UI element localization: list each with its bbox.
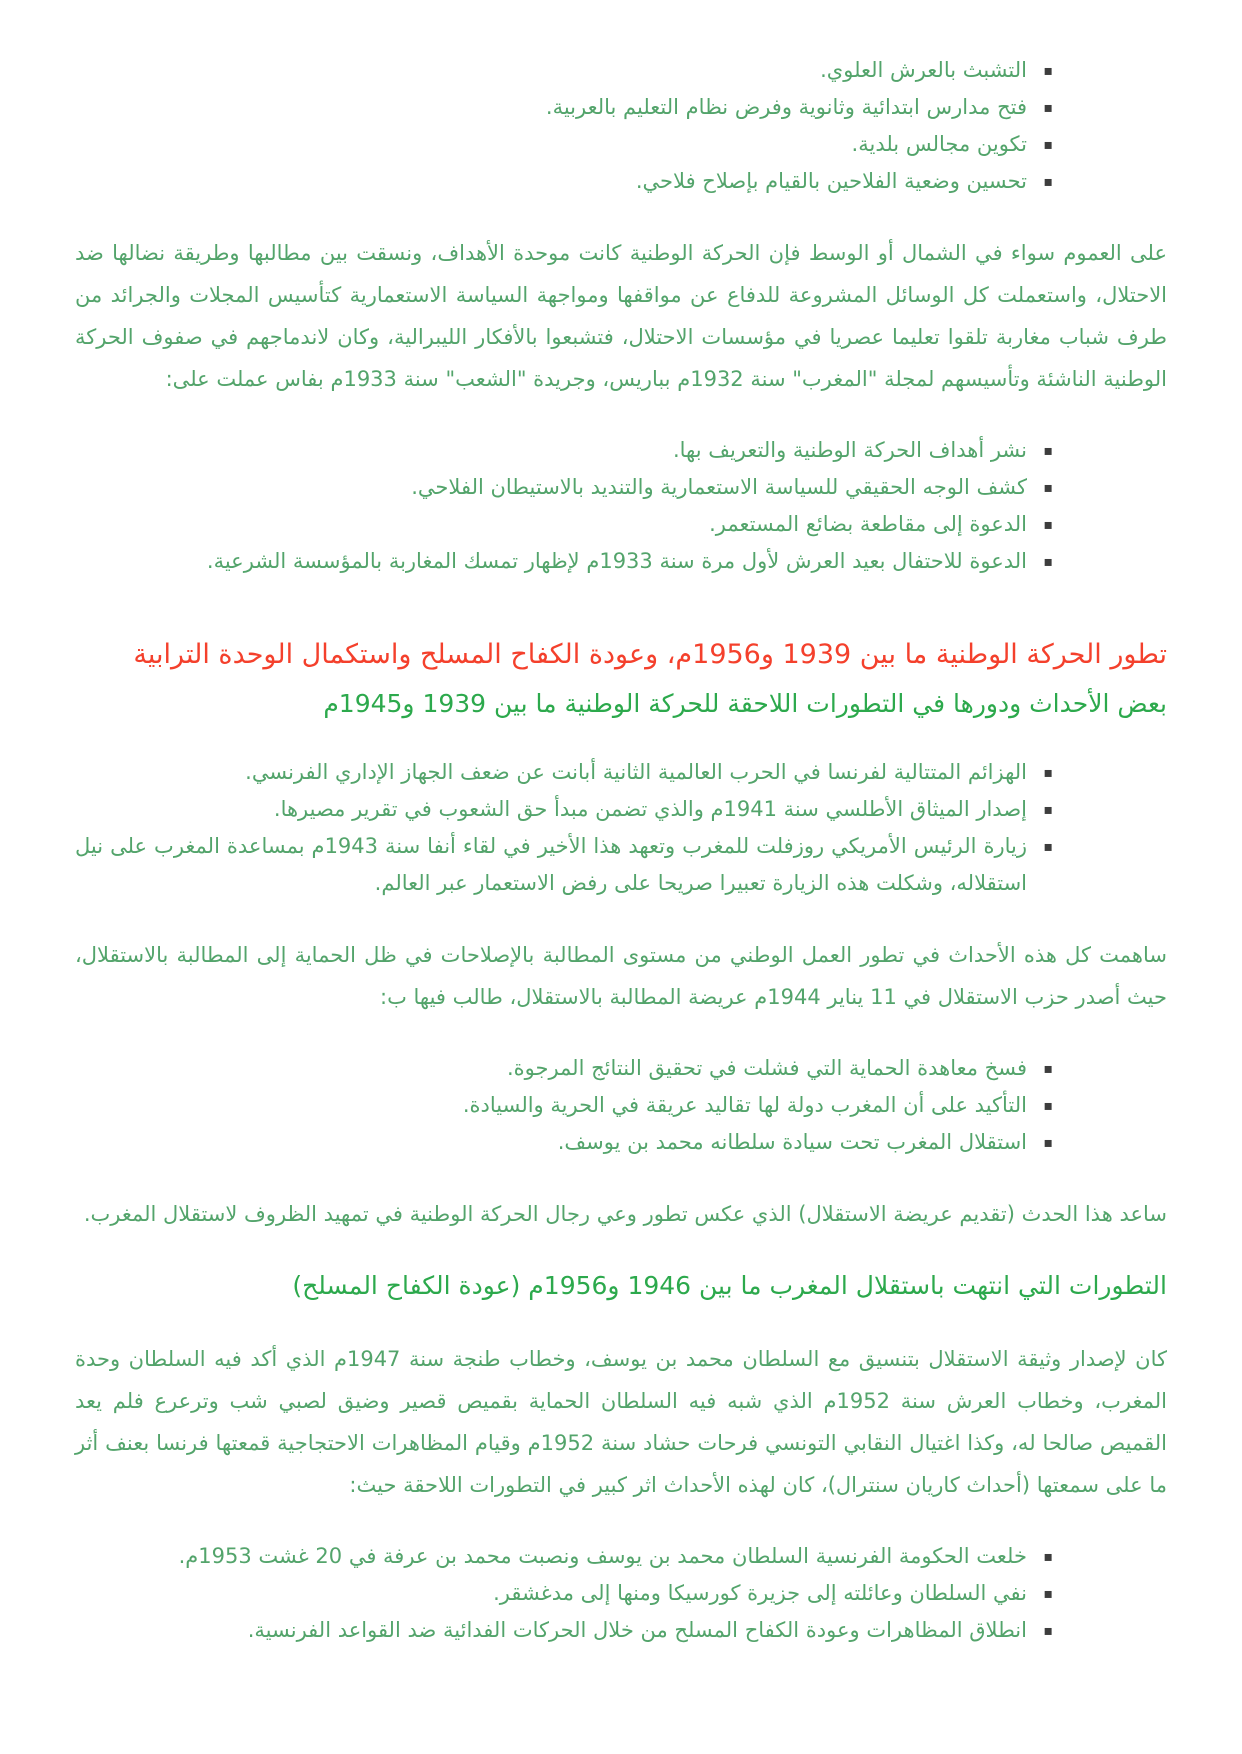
list-item <box>75 1612 1053 1649</box>
bullet-list-events <box>75 754 1167 902</box>
bullet-list-consequences <box>75 1538 1167 1649</box>
list-item-text: الهزائم المتتالية لفرنسا في الحرب العالمية الثانية أبانت عن ضعف الجهاز الإداري الفرنسي. <box>245 760 1027 785</box>
bullet-square-icon: ▪ <box>1043 63 1053 79</box>
bullet-square-icon: ▪ <box>1043 1061 1053 1078</box>
bullet-square-icon: ▪ <box>1043 839 1053 856</box>
bullet-square-icon: ▪ <box>1043 1622 1053 1639</box>
list-item <box>75 1575 1053 1612</box>
section-heading-red: تطور الحركة الوطنية ما بين 1939 و1956م، وعودة الكفاح المسلح واستكمال الوحدة الترابية <box>133 638 1167 670</box>
list-item <box>75 432 1053 469</box>
list-item-text: نفي السلطان وعائلته إلى جزيرة كورسيكا ومنها إلى مدغشقر. <box>493 1580 1027 1605</box>
list-item <box>75 52 1053 89</box>
list-item-text: تحسين وضعية الفلاحين بالقيام بإصلاح فلاحي. <box>635 168 1027 193</box>
list-item-text: التشبث بالعرش العلوي. <box>820 58 1027 82</box>
list-item-text: انطلاق المظاهرات وعودة الكفاح المسلح من خلال الحركات الفدائية ضد القواعد الفرنسية. <box>247 1617 1027 1642</box>
list-item-text: استقلال المغرب تحت سيادة سلطانه محمد بن يوسف. <box>557 1129 1027 1154</box>
list-item-text: الدعوة للاحتفال بعيد العرش لأول مرة سنة 1933م لإظهار تمسك المغاربة بالمؤسسة الشرعية. <box>206 548 1027 573</box>
list-item <box>75 126 1053 163</box>
list-item <box>75 1087 1053 1124</box>
list-item <box>75 754 1053 791</box>
bullet-list-press-goals <box>75 432 1167 580</box>
list-item <box>75 543 1053 580</box>
bullet-square-icon: ▪ <box>1043 1585 1053 1602</box>
bullet-list-reforms <box>75 52 1167 200</box>
list-item <box>75 1124 1053 1161</box>
bullet-square-icon: ▪ <box>1043 99 1053 116</box>
list-item <box>75 469 1053 506</box>
list-item <box>75 163 1053 200</box>
paragraph-independence-petition: ساهمت كل هذه الأحداث في تطور العمل الوطني من مستوى المطالبة بالإصلاحات في ظل الحماية إلى المطالبة بالاستقلال، حيث أصدر حزب الاستقلال في 11 يناير 1944م عريضة المطالبة بالاستقلال، طالب فيها ب: <box>75 943 1167 1010</box>
list-item <box>75 506 1053 543</box>
bullet-square-icon: ▪ <box>1043 1134 1053 1151</box>
bullet-square-icon: ▪ <box>1043 802 1053 819</box>
list-item <box>75 1050 1053 1087</box>
bullet-square-icon: ▪ <box>1043 1548 1053 1565</box>
list-item <box>75 1538 1053 1575</box>
paragraph-event-impact: ساعد هذا الحدث (تقديم عريضة الاستقلال) الذي عكس تطور وعي رجال الحركة الوطنية في تمهيد الظروف لاستقلال المغرب. <box>83 1201 1167 1226</box>
bullet-square-icon: ▪ <box>1043 553 1053 570</box>
bullet-list-petition-demands <box>75 1050 1167 1161</box>
list-item-text: تكوين مجالس بلدية. <box>851 131 1027 156</box>
subsection-heading-independence-1946-1956: التطورات التي انتهت باستقلال المغرب ما بين 1946 و1956م (عودة الكفاح المسلح) <box>292 1270 1167 1300</box>
paragraph-national-movement: على العموم سواء في الشمال أو الوسط فإن الحركة الوطنية كانت موحدة الأهداف، ونسقت بين مطالبها وطريقة نضالها ضد الاحتلال، واستعملت كل الوسائل المشروعة للدفاع عن مواقفها ومواجهة السياسة الاستعمارية كتأسيس المجلات والجرائد من طرف شباب مغاربة تلقوا تعليما عصريا في مؤسسات الاحتلال، فتشبعوا بالأفكار الليبرالية، وكان لاندماجهم في صفوف الحركة الوطنية الناشئة وتأسيسهم لمجلة "المغرب" سنة 1932م بباريس، وجريدة "الشعب" سنة 1933م بفاس عملت على: <box>75 240 1167 391</box>
list-item-text: التأكيد على أن المغرب دولة لها تقاليد عريقة في الحرية والسيادة. <box>462 1092 1027 1117</box>
list-item-text: الدعوة إلى مقاطعة بضائع المستعمر. <box>709 511 1027 536</box>
list-item-text: إصدار الميثاق الأطلسي سنة 1941م والذي تضمن مبدأ حق الشعوب في تقرير مصيرها. <box>273 797 1027 822</box>
list-item-text: زيارة الرئيس الأمريكي روزفلت للمغرب وتعهد هذا الأخير في لقاء أنفا سنة 1943م بمساعدة المغرب على نيل استقلاله، وشكلت هذه الزيارة تعبيرا صريحا على رفض الاستعمار عبر العالم. <box>75 834 1027 896</box>
list-item <box>75 828 1053 902</box>
subsection-heading-events-1939-1945: بعض الأحداث ودورها في التطورات اللاحقة للحركة الوطنية ما بين 1939 و1945م <box>323 689 1167 719</box>
bullet-square-icon: ▪ <box>1043 173 1053 190</box>
list-item-text: فتح مدارس ابتدائية وثانوية وفرض نظام التعليم بالعربية. <box>545 94 1027 119</box>
list-item <box>75 89 1053 126</box>
bullet-square-icon: ▪ <box>1043 765 1053 782</box>
bullet-square-icon: ▪ <box>1043 479 1053 496</box>
bullet-square-icon: ▪ <box>1043 442 1053 459</box>
list-item-text: فسخ معاهدة الحماية التي فشلت في تحقيق النتائج المرجوة. <box>506 1056 1027 1081</box>
paragraph-developments: كان لإصدار وثيقة الاستقلال بتنسيق مع السلطان محمد بن يوسف، وخطاب طنجة سنة 1947م الذي أكد فيه السلطان وحدة المغرب، وخطاب العرش سنة 1952م الذي شبه فيه السلطان الحماية بقميص قصير وضيق لصبي شب وترعرع فلم يعد القميص صالحا له، وكذا اغتيال النقابي التونسي فرحات حشاد سنة 1952م وقيام المظاهرات الاحتجاجية قمعتها فرنسا بعنف أثر ما على سمعتها (أحداث كاريان سنترال)، كان لهذه الأحداث اثر كبير في التطورات اللاحقة حيث: <box>75 1346 1167 1497</box>
list-item-text: كشف الوجه الحقيقي للسياسة الاستعمارية والتنديد بالاستيطان الفلاحي. <box>411 474 1027 499</box>
list-item-text: خلعت الحكومة الفرنسية السلطان محمد بن يوسف ونصبت محمد بن عرفة في 20 غشت 1953م. <box>178 1543 1027 1568</box>
bullet-square-icon: ▪ <box>1043 136 1053 153</box>
list-item <box>75 791 1053 828</box>
bullet-square-icon: ▪ <box>1043 1097 1053 1114</box>
bullet-square-icon: ▪ <box>1043 516 1053 533</box>
list-item-text: نشر أهداف الحركة الوطنية والتعريف بها. <box>672 437 1027 462</box>
